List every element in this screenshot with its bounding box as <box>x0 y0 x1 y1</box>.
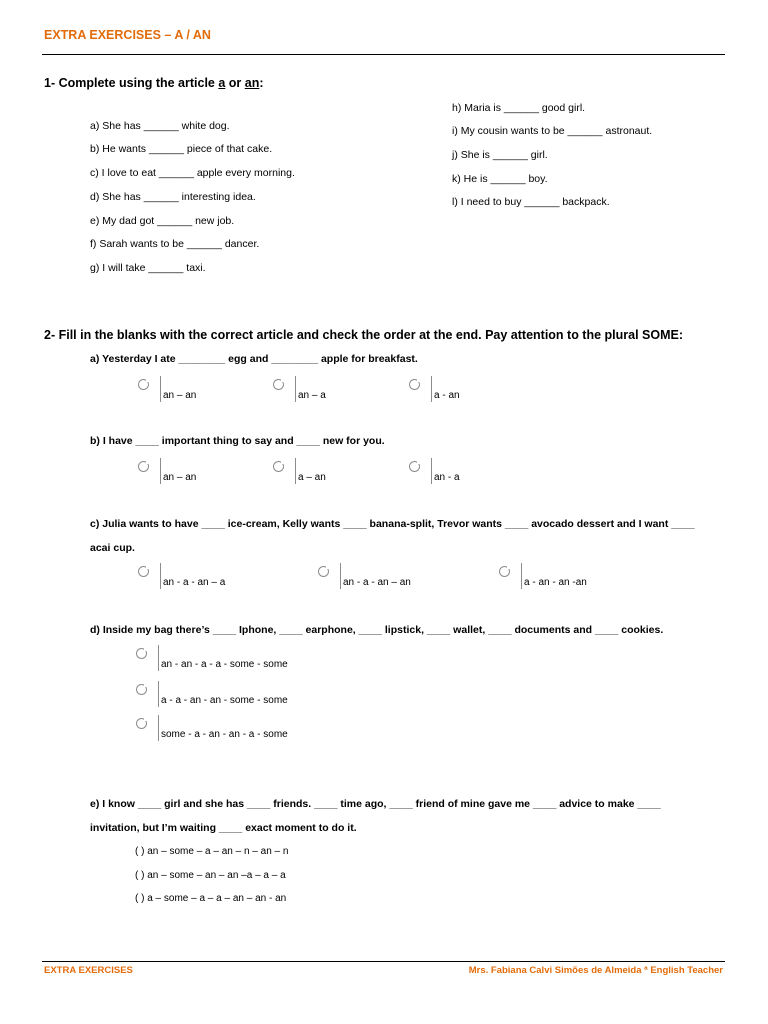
q2e-option-2[interactable]: ( ) an – some – an – an –a – a – a <box>135 870 286 881</box>
q1-item-i: i) My cousin wants to be ______ astronaut. <box>452 125 653 137</box>
radio-button[interactable] <box>136 648 147 659</box>
q1-title-suffix: : <box>259 76 264 90</box>
q1-title-or: or <box>225 76 245 90</box>
q1-item-h: h) Maria is ______ good girl. <box>452 102 586 114</box>
q2e-option-1[interactable]: ( ) an – some – a – an – n – an – n <box>135 846 289 857</box>
header-divider <box>42 54 725 55</box>
radio-button[interactable] <box>273 379 284 390</box>
radio-button[interactable] <box>136 718 147 729</box>
divider <box>295 458 296 484</box>
page-title: EXTRA EXERCISES – A / AN <box>44 28 211 42</box>
divider <box>160 563 161 589</box>
q1-title <box>44 76 264 90</box>
radio-button[interactable] <box>138 566 149 577</box>
divider <box>340 563 341 589</box>
radio-button[interactable] <box>409 379 420 390</box>
option-label: an – an <box>163 472 197 483</box>
q2e-text-line2: invitation, but I’m waiting ____ exact moment to do it. <box>90 822 357 834</box>
q2d-text: d) Inside my bag there’s ____ Iphone, ____ earphone, ____ lipstick, ____ wallet, ____ documents and ____ cookies. <box>90 624 664 636</box>
q2b-text: b) I have ____ important thing to say and ____ new for you. <box>90 435 385 447</box>
q1-item-b: b) He wants ______ piece of that cake. <box>90 143 273 155</box>
radio-button[interactable] <box>409 461 420 472</box>
q1-item-a: a) She has ______ white dog. <box>90 120 230 132</box>
divider <box>158 645 159 671</box>
radio-button[interactable] <box>136 684 147 695</box>
radio-button[interactable] <box>499 566 510 577</box>
option-label: an - a <box>434 472 460 483</box>
footer-left: EXTRA EXERCISES <box>44 965 133 976</box>
radio-button[interactable] <box>318 566 329 577</box>
q2a-text: a) Yesterday I ate ________ egg and ________ apple for breakfast. <box>90 353 418 365</box>
radio-button[interactable] <box>138 379 149 390</box>
footer-right: Mrs. Fabiana Calvi Simões de Almeida ª English Teacher <box>468 965 723 976</box>
q2c-text-line1: c) Julia wants to have ____ ice-cream, Kelly wants ____ banana-split, Trevor wants ____ avocado dessert and I want ____ <box>90 518 695 530</box>
q1-title-a: a <box>218 76 226 90</box>
q1-item-e: e) My dad got ______ new job. <box>90 215 235 227</box>
option-label: a - an - an -an <box>524 577 587 588</box>
option-label: a - a - an - an - some - some <box>161 695 288 706</box>
divider <box>158 715 159 741</box>
option-label: a – an <box>298 472 326 483</box>
divider <box>160 376 161 402</box>
q1-item-k: k) He is ______ boy. <box>452 173 548 185</box>
divider <box>160 458 161 484</box>
option-label: an - an - a - a - some - some <box>161 659 288 670</box>
option-label: an – a <box>298 390 326 401</box>
q2e-option-3[interactable]: ( ) a – some – a – a – an – an - an <box>135 893 287 904</box>
q1-item-d: d) She has ______ interesting idea. <box>90 191 256 203</box>
q1-title-prefix: 1- Complete using the article <box>44 76 219 90</box>
q2-title: 2- Fill in the blanks with the correct article and check the order at the end. Pay attention to the plural SOME: <box>44 328 684 342</box>
q1-item-j: j) She is ______ girl. <box>452 149 548 161</box>
q1-title-an: an <box>244 76 260 90</box>
option-label: an - a - an – a <box>163 577 226 588</box>
q2e-text-line1: e) I know ____ girl and she has ____ friends. ____ time ago, ____ friend of mine gave me ____ advice to make ____ <box>90 798 661 810</box>
divider <box>431 376 432 402</box>
q1-item-f: f) Sarah wants to be ______ dancer. <box>90 238 260 250</box>
q2c-text-line2: acai cup. <box>90 542 135 554</box>
option-label: some - a - an - an - a - some <box>161 729 288 740</box>
radio-button[interactable] <box>273 461 284 472</box>
divider <box>431 458 432 484</box>
radio-button[interactable] <box>138 461 149 472</box>
option-label: an - a - an – an <box>343 577 411 588</box>
q1-item-c: c) I love to eat ______ apple every morning. <box>90 167 295 179</box>
option-label: an – an <box>163 390 197 401</box>
divider <box>158 681 159 707</box>
divider <box>521 563 522 589</box>
option-label: a - an <box>434 390 460 401</box>
footer-divider <box>42 961 725 962</box>
q1-item-g: g) I will take ______ taxi. <box>90 262 206 274</box>
q1-item-l: l) I need to buy ______ backpack. <box>452 196 610 208</box>
divider <box>295 376 296 402</box>
